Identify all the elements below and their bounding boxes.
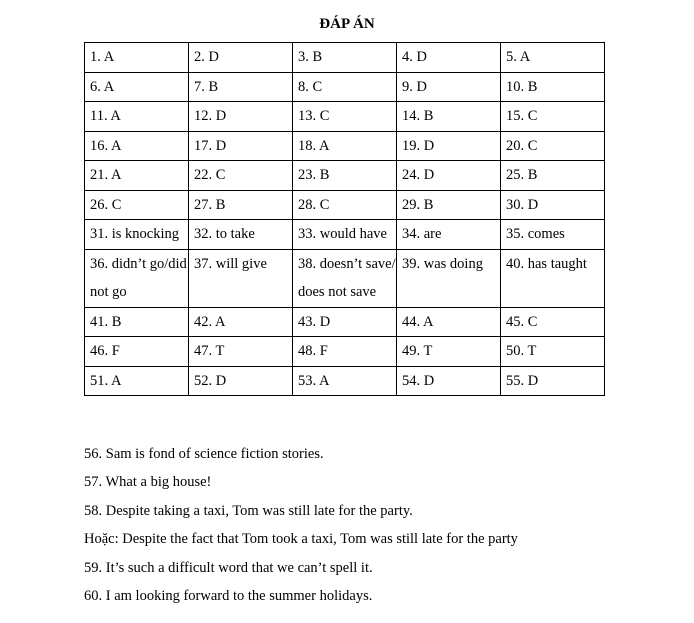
answer-cell: 34. are [397,220,501,250]
answer-cell: 25. B [501,161,605,191]
table-row [85,307,605,337]
answer-cell: 6. A [85,72,189,102]
answer-cell: 45. C [501,307,605,337]
answer-table [84,42,605,396]
answer-cell: 27. B [189,190,293,220]
answer-cell: 15. C [501,102,605,132]
answer-cell: 37. will give [189,249,293,307]
answer-cell: 30. D [501,190,605,220]
answer-line: 58. Despite taking a taxi, Tom was still late for the party. [84,502,413,519]
answer-cell: 36. didn’t go/did not go [85,249,189,307]
answer-cell: 3. B [293,43,397,73]
table-row [85,220,605,250]
answer-cell: 18. A [293,131,397,161]
rewrite-answers [84,440,684,610]
answer-line: 57. What a big house! [84,474,212,491]
table-row [85,72,605,102]
answer-cell: 7. B [189,72,293,102]
answer-cell: 53. A [293,366,397,396]
table-row [85,190,605,220]
answer-cell: 4. D [397,43,501,73]
answer-cell: 26. C [85,190,189,220]
answer-cell: 5. A [501,43,605,73]
answer-cell: 22. C [189,161,293,191]
answer-cell: 24. D [397,161,501,191]
answer-cell: 41. B [85,307,189,337]
answer-cell: 33. would have [293,220,397,250]
answer-cell: 51. A [85,366,189,396]
answer-cell: 43. D [293,307,397,337]
table-row [85,43,605,73]
answer-line: 56. Sam is fond of science fiction stories. [84,446,324,462]
answer-cell: 20. C [501,131,605,161]
answer-cell: 2. D [189,43,293,73]
answer-cell: 19. D [397,131,501,161]
answer-cell: 35. comes [501,220,605,250]
answer-cell: 32. to take [189,220,293,250]
answer-cell: 13. C [293,102,397,132]
answer-cell: 47. T [189,337,293,367]
table-row [85,249,605,307]
answer-cell: 40. has taught [501,249,605,307]
table-row [85,102,605,132]
answer-cell: 28. C [293,190,397,220]
answer-cell: 39. was doing [397,249,501,307]
answer-cell: 21. A [85,161,189,191]
answer-cell: 31. is knocking [85,220,189,250]
answer-cell: 48. F [293,337,397,367]
table-row [85,337,605,367]
answer-cell: 55. D [501,366,605,396]
answer-cell: 29. B [397,190,501,220]
answer-cell: 16. A [85,131,189,161]
answer-line: 60. I am looking forward to the summer holidays. [84,587,373,604]
answer-cell: 10. B [501,72,605,102]
answer-cell: 44. A [397,307,501,337]
answer-cell: 49. T [397,337,501,367]
table-row [85,161,605,191]
answer-cell: 23. B [293,161,397,191]
answer-cell: 17. D [189,131,293,161]
page-title: ĐÁP ÁN [319,16,375,32]
answer-cell: 1. A [85,43,189,73]
answer-line: Hoặc: Despite the fact that Tom took a taxi, Tom was still late for the party [84,531,518,548]
answer-cell: 12. D [189,102,293,132]
answer-cell: 8. C [293,72,397,102]
answer-cell: 38. doesn’t save/ does not save [293,249,397,307]
table-row [85,366,605,396]
answer-line: 59. It’s such a difficult word that we can’t spell it. [84,559,373,576]
answer-cell: 11. A [85,102,189,132]
answer-cell: 9. D [397,72,501,102]
answer-cell: 46. F [85,337,189,367]
answer-cell: 50. T [501,337,605,367]
answer-cell: 42. A [189,307,293,337]
answer-cell: 14. B [397,102,501,132]
answer-cell: 52. D [189,366,293,396]
answer-cell: 54. D [397,366,501,396]
table-row [85,131,605,161]
